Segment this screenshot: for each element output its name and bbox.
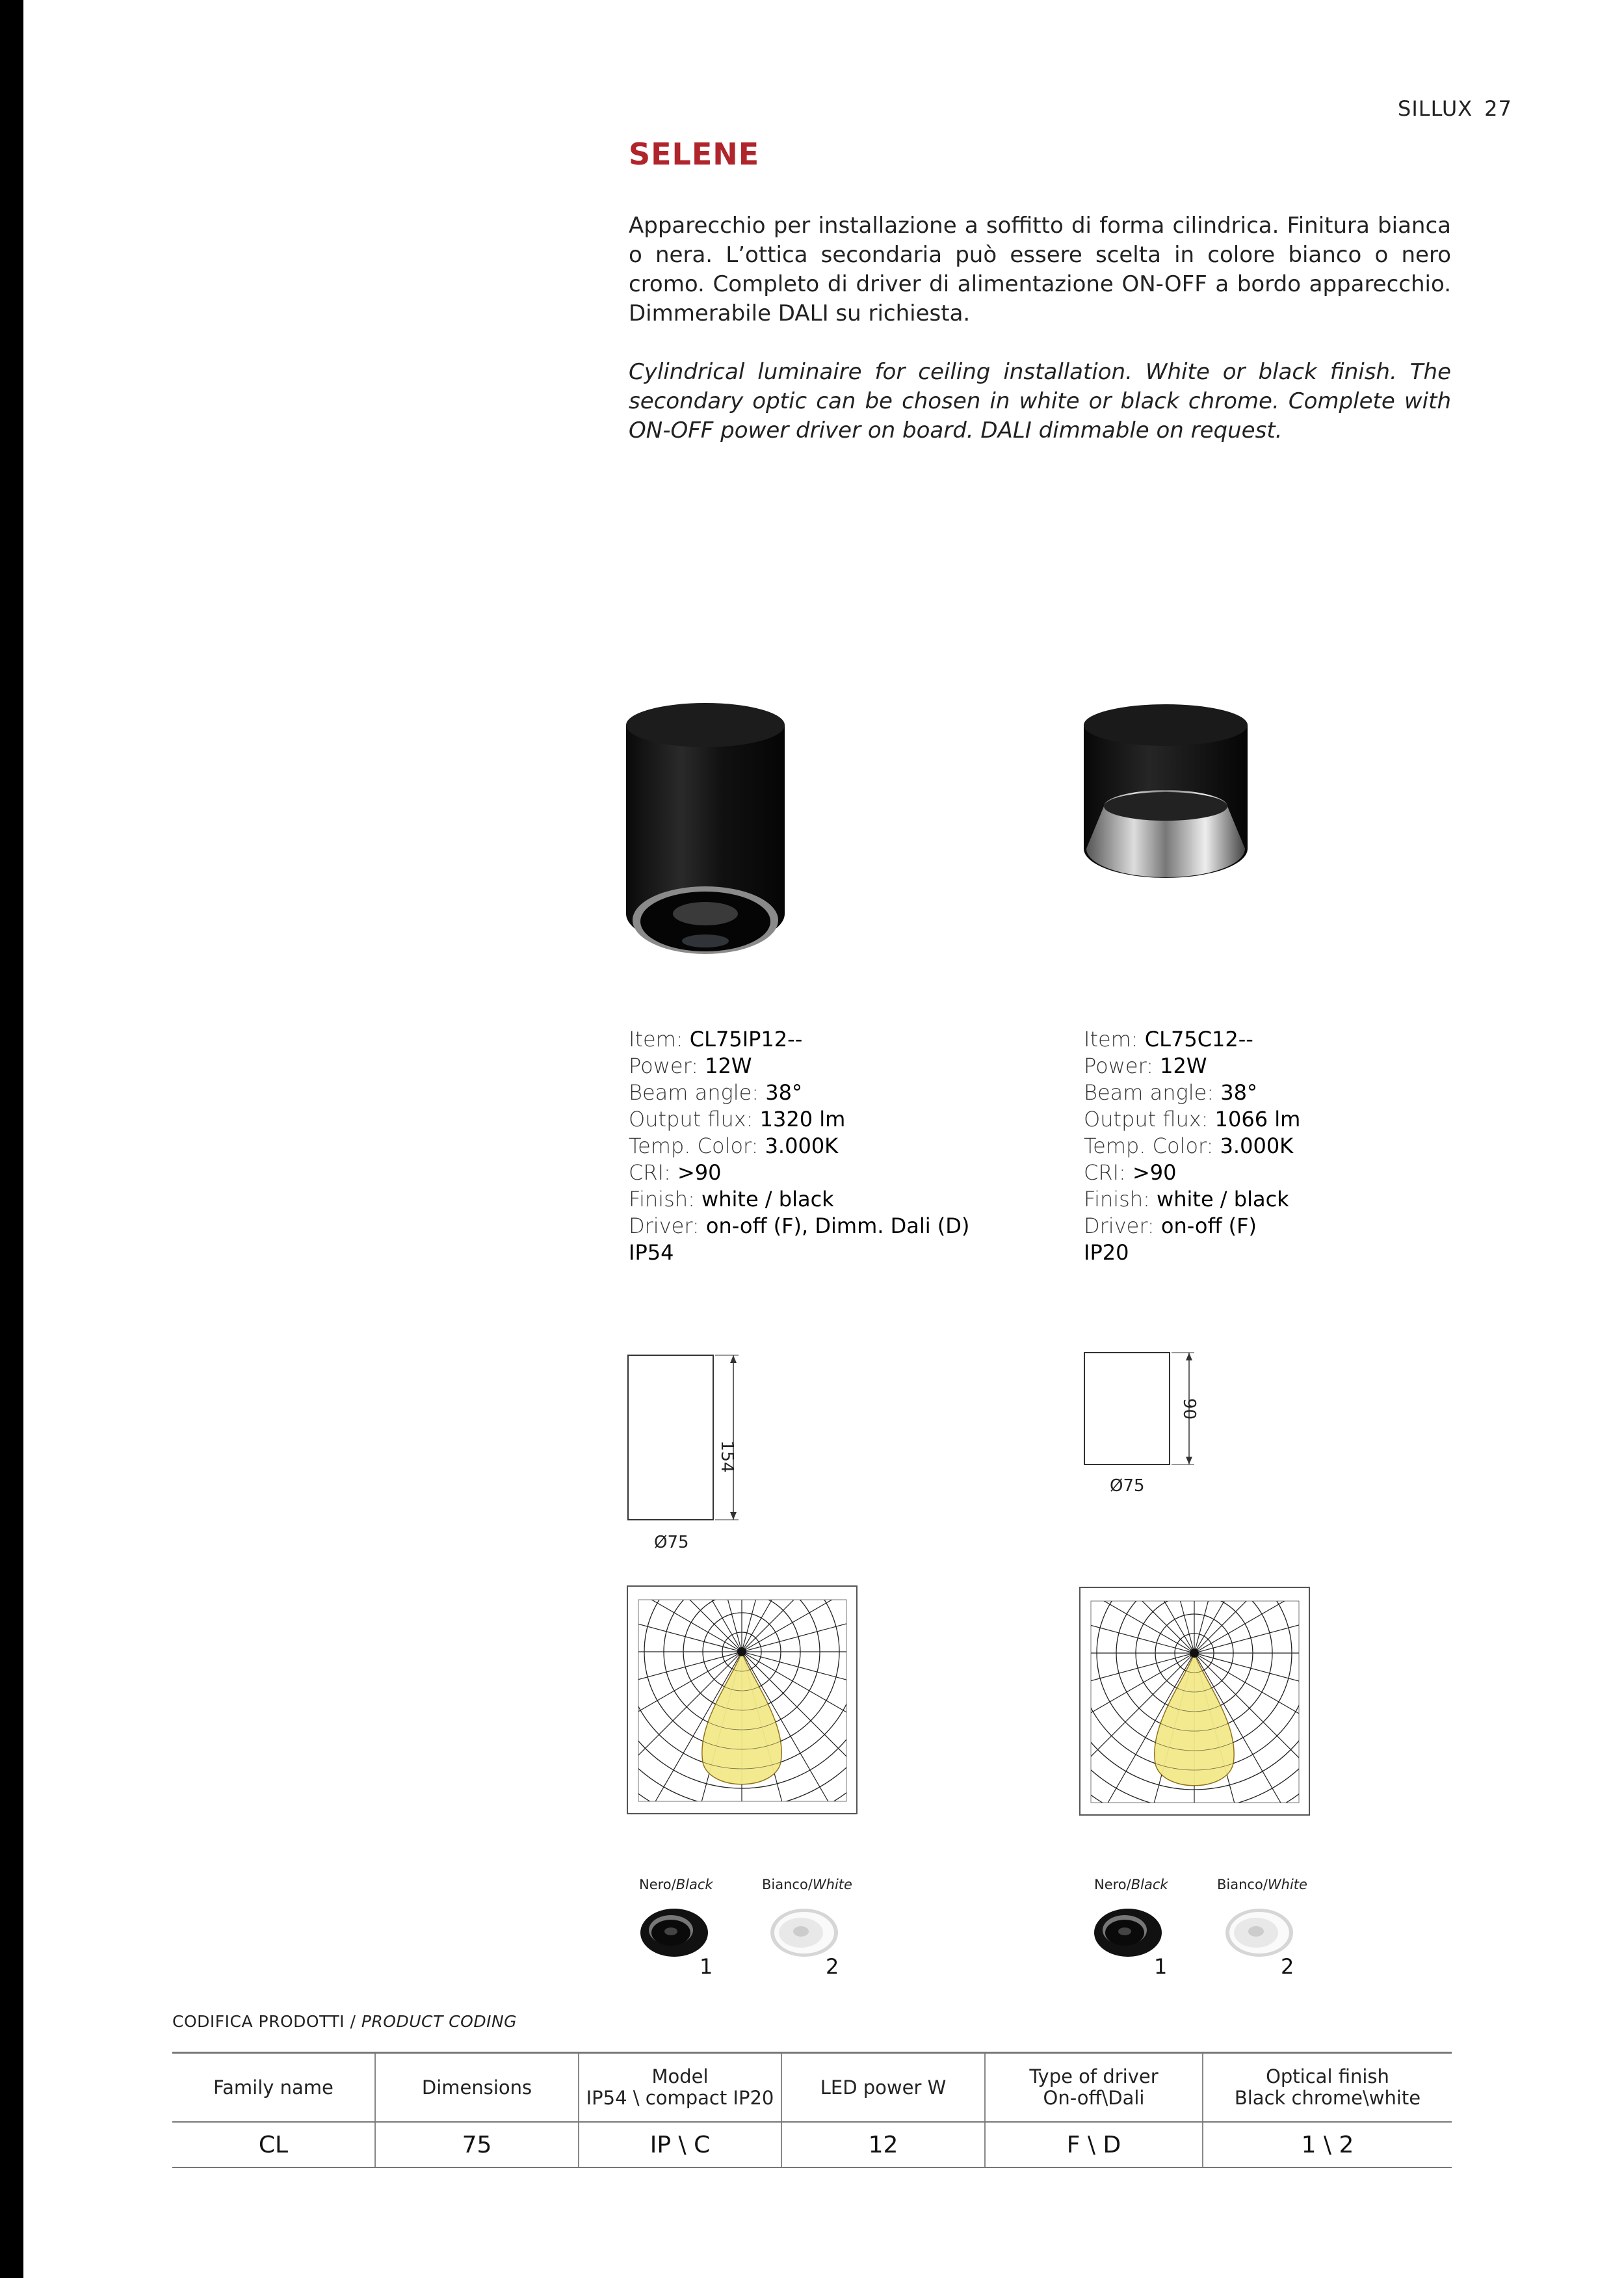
- cell-optical-finish: 1 \ 2: [1203, 2122, 1452, 2167]
- column-header-driver: Type of driver On-off\Dali: [985, 2053, 1203, 2123]
- finish-label-black: Nero/Black: [639, 1877, 713, 1892]
- height-label-90: 90: [1179, 1398, 1199, 1420]
- column-header-family: Family name: [172, 2053, 375, 2123]
- spec-list-2: [1084, 1026, 1300, 1266]
- spec-item: Item: CL75C12--: [1084, 1027, 1253, 1052]
- column-header-dimensions: Dimensions: [375, 2053, 579, 2123]
- photometric-diagram-1: [627, 1585, 858, 1817]
- cell-driver: F \ D: [985, 2122, 1203, 2167]
- product-coding-table: [172, 2052, 1452, 2168]
- finish-swatch-black: [638, 1907, 711, 1961]
- spec-temp-color: Temp. Color: 3.000K: [1084, 1133, 1294, 1158]
- page-header: [1398, 96, 1512, 121]
- finish-swatch-black: [1092, 1907, 1165, 1961]
- finish-number-1: 1: [1154, 1954, 1168, 1979]
- spec-ip-rating: IP20: [1084, 1240, 1129, 1265]
- brand-name: SILLUX: [1398, 96, 1473, 121]
- dimension-drawing-1: [624, 1349, 767, 1570]
- column-header-optical-finish: Optical finish Black chrome\white: [1203, 2053, 1452, 2123]
- diameter-label: Ø75: [1110, 1476, 1145, 1496]
- coding-header-row: [172, 2053, 1452, 2123]
- finish-swatch-white: [768, 1907, 841, 1961]
- spec-power: Power: 12W: [1084, 1053, 1207, 1078]
- page-edge-bar: [0, 0, 23, 2278]
- cell-model: IP \ C: [579, 2122, 781, 2167]
- diameter-label: Ø75: [654, 1533, 689, 1552]
- dimension-drawing-2: [1080, 1349, 1224, 1505]
- photometric-diagram-2: [1079, 1587, 1310, 1818]
- spec-temp-color: Temp. Color: 3.000K: [629, 1133, 839, 1158]
- page-number: 27: [1484, 96, 1512, 121]
- finish-number-2: 2: [1281, 1954, 1294, 1979]
- finish-label-white: Bianco/White: [762, 1877, 852, 1892]
- finish-label-black: Nero/Black: [1094, 1877, 1168, 1892]
- spec-cri: CRI: >90: [629, 1160, 722, 1185]
- finish-label-white: Bianco/White: [1217, 1877, 1307, 1892]
- spec-finish: Finish: white / black: [1084, 1187, 1289, 1212]
- product-photo-cl75ip12: [621, 699, 790, 972]
- description-italian: Apparecchio per installazione a soffitto di forma cilindrica. Finitura bianca o nera. L’ottica secondaria può essere scelta in colore bianco o nero cromo. Completo di driver di alimentazione ON-OFF a bordo apparecchio. Dimmerabile DALI su richiesta.: [629, 213, 1451, 326]
- cell-dimensions: 75: [375, 2122, 579, 2167]
- spec-output-flux: Output flux: 1320 lm: [629, 1107, 846, 1132]
- spec-output-flux: Output flux: 1066 lm: [1084, 1107, 1301, 1132]
- product-photo-cl75c12: [1081, 699, 1250, 972]
- table-row: [172, 2122, 1452, 2167]
- spec-list-1: [629, 1026, 969, 1266]
- column-header-model: Model IP54 \ compact IP20: [579, 2053, 781, 2123]
- spec-finish: Finish: white / black: [629, 1187, 834, 1212]
- product-coding-title: CODIFICA PRODOTTI / PRODUCT CODING: [172, 2012, 517, 2031]
- finish-swatch-white: [1224, 1907, 1296, 1961]
- column-header-led-power: LED power W: [781, 2053, 985, 2123]
- finish-number-1: 1: [700, 1954, 713, 1979]
- spec-item: Item: CL75IP12--: [629, 1027, 803, 1052]
- cell-family: CL: [172, 2122, 375, 2167]
- finish-number-2: 2: [826, 1954, 839, 1979]
- spec-cri: CRI: >90: [1084, 1160, 1177, 1185]
- spec-driver: Driver: on-off (F): [1084, 1213, 1257, 1238]
- height-label-154: 154: [717, 1440, 737, 1473]
- spec-driver: Driver: on-off (F), Dimm. Dali (D): [629, 1213, 970, 1238]
- description-english: Cylindrical luminaire for ceiling installation. White or black finish. The secondary optic can be chosen in white or black chrome. Complete with ON-OFF power driver on board. DALI dimmable on request.: [629, 359, 1451, 444]
- spec-beam-angle: Beam angle: 38°: [629, 1080, 802, 1105]
- spec-beam-angle: Beam angle: 38°: [1084, 1080, 1257, 1105]
- spec-ip-rating: IP54: [629, 1240, 674, 1265]
- product-title: SELENE: [629, 137, 760, 172]
- spec-power: Power: 12W: [629, 1053, 752, 1078]
- cell-led-power: 12: [781, 2122, 985, 2167]
